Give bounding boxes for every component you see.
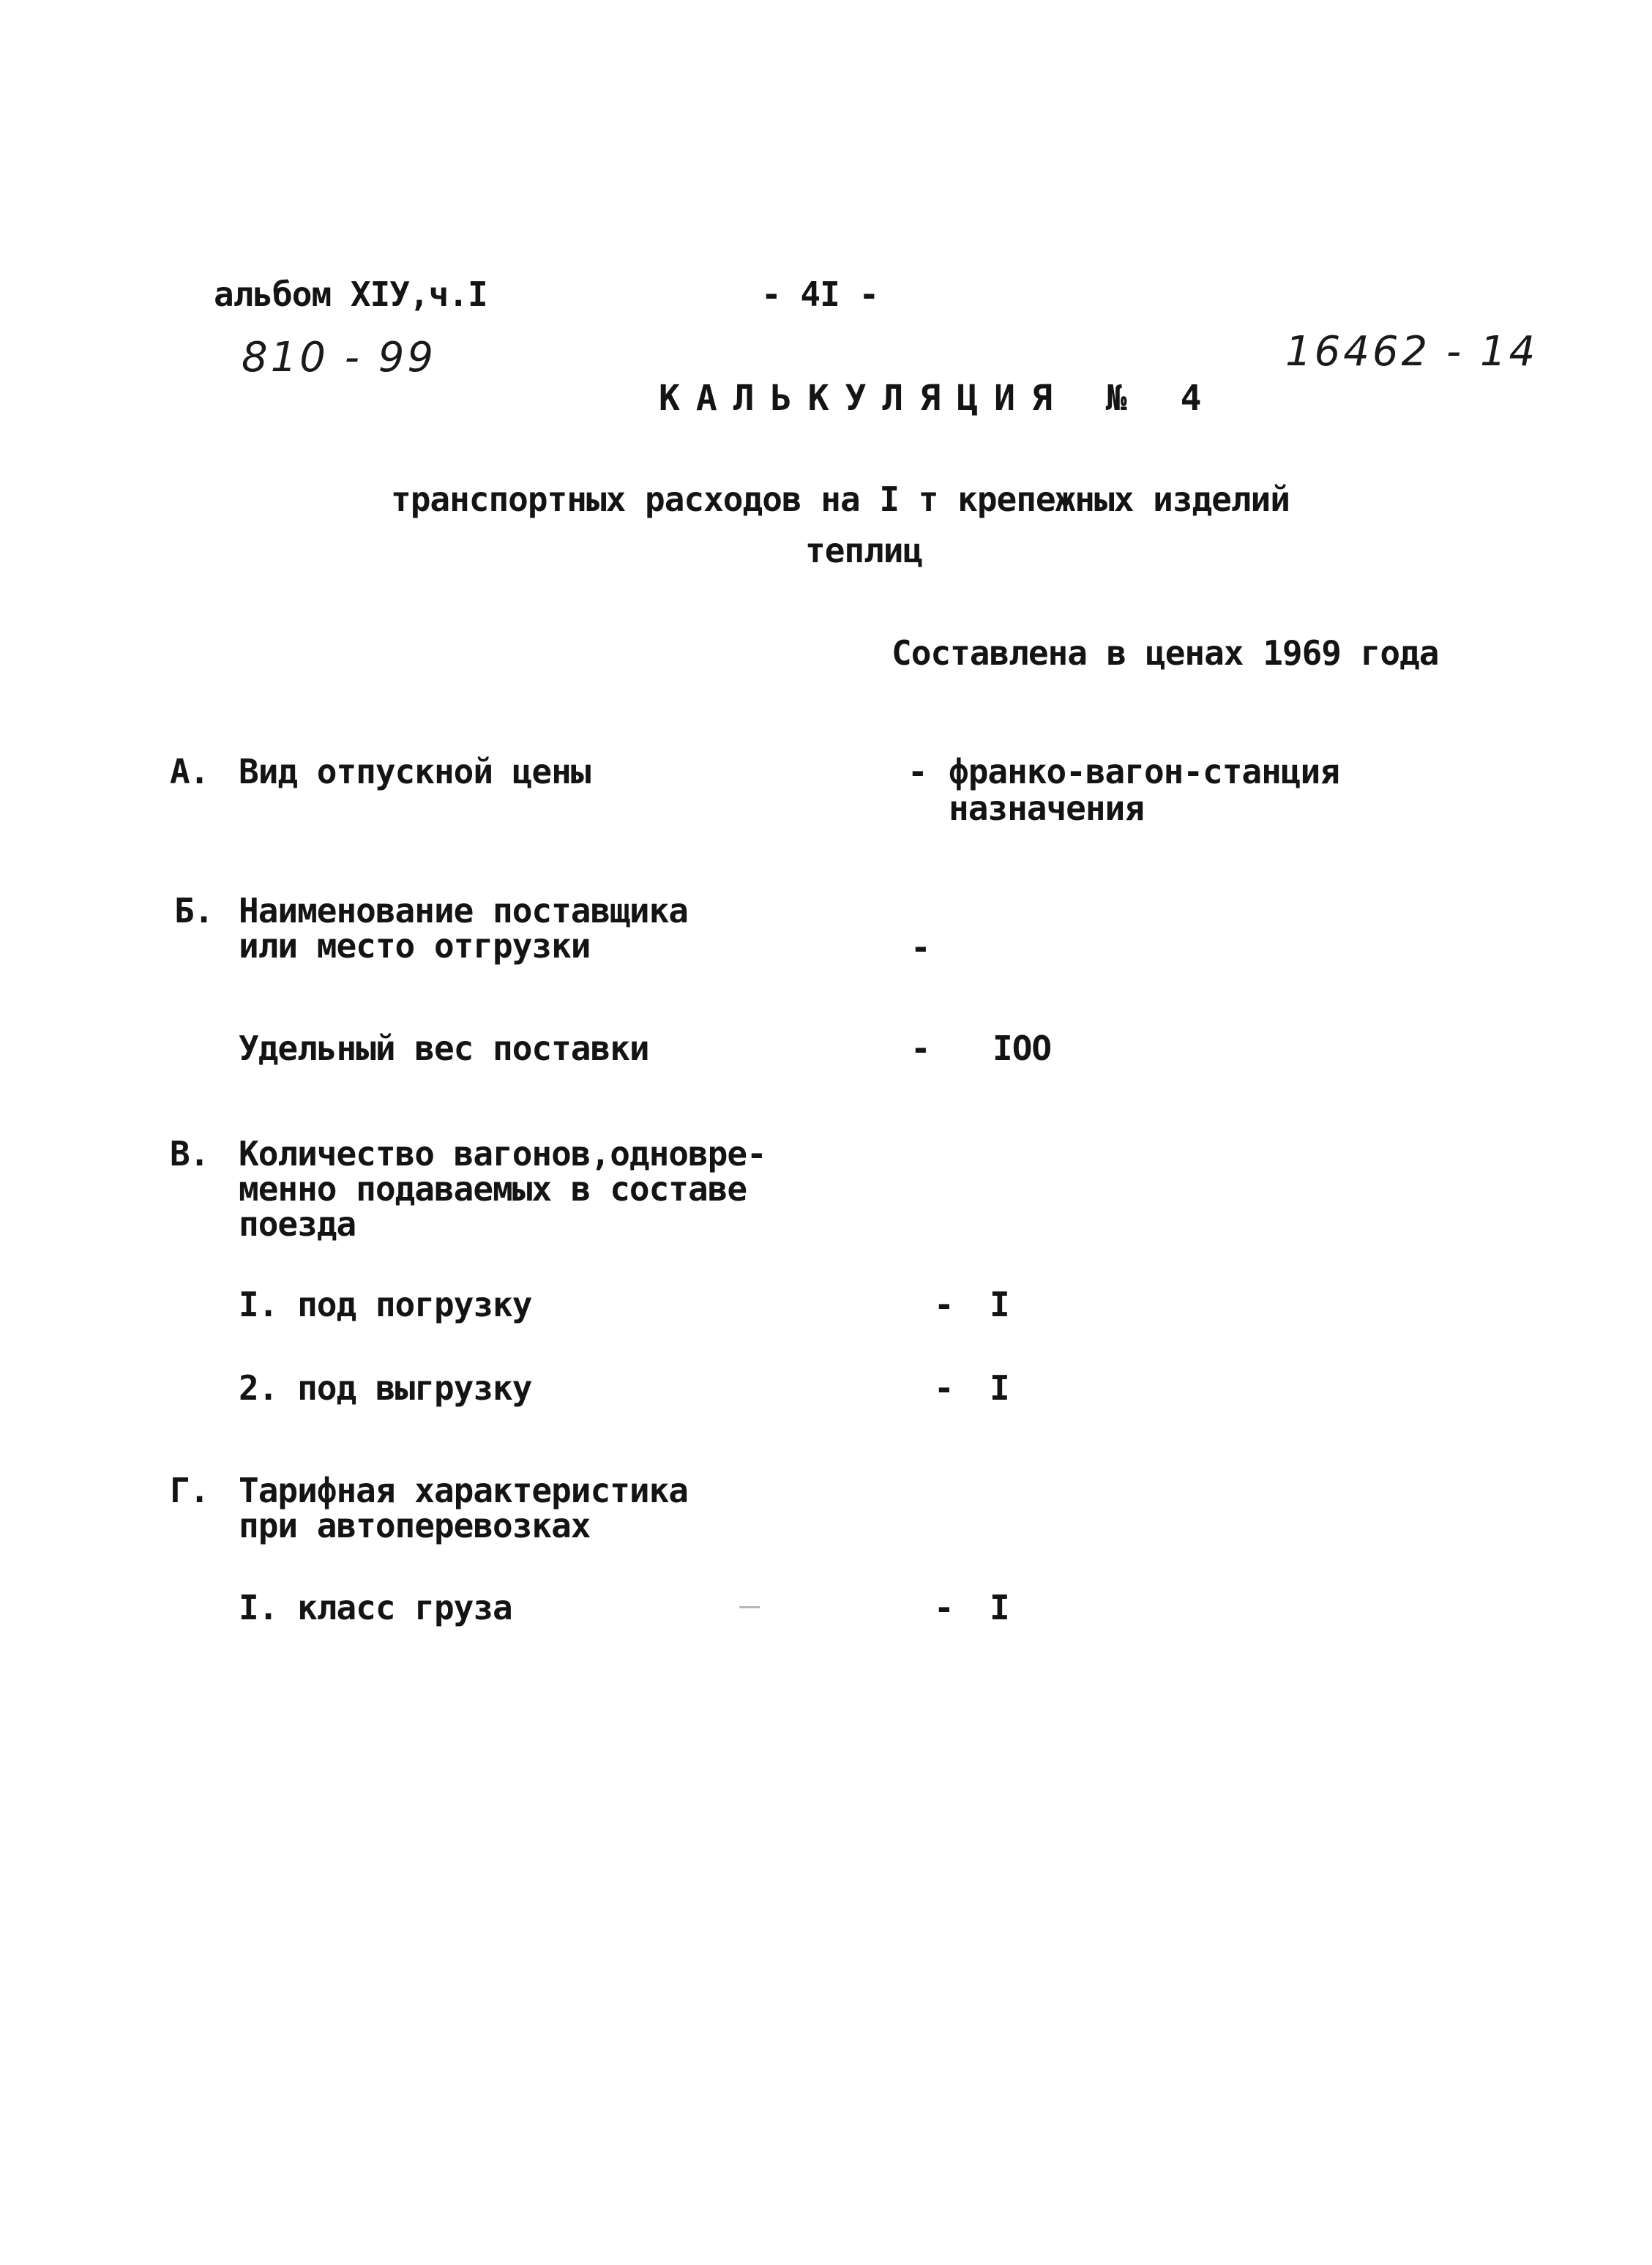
item-g-sub1-value: I [990, 1588, 1009, 1627]
item-b-letter: Б. [174, 891, 214, 930]
page-number: - 4I - [761, 275, 879, 314]
document-title: КАЛЬКУЛЯЦИЯ № 4 [659, 378, 1218, 419]
handwritten-note-right: 16462 - 14 [1285, 328, 1539, 376]
subtitle-line-2: теплиц [805, 531, 923, 570]
handwritten-note-left: 810 - 99 [242, 334, 436, 381]
album-reference: альбом XIУ,ч.I [214, 275, 487, 314]
item-g-label-line-2: при автоперевозках [239, 1506, 591, 1545]
item-v-label-line-1: Количество вагонов,одновре- [239, 1134, 766, 1173]
item-b-dash: - [911, 928, 930, 967]
item-v-sub1-value: I [990, 1285, 1009, 1324]
item-g-letter: Г. [170, 1471, 209, 1510]
item-b-label-line-2: или место отгрузки [239, 926, 591, 966]
subtitle-line-1: транспортных расходов на I т крепежных изделий [391, 480, 1290, 519]
item-a-value-line-2: назначения [949, 788, 1144, 828]
item-v-label-line-2: менно подаваемых в составе [239, 1169, 747, 1209]
item-v-sub1-label: I. под погрузку [239, 1285, 532, 1324]
prices-note: Составлена в ценах 1969 года [892, 633, 1439, 673]
item-g-label-line-1: Тарифная характеристика [239, 1471, 688, 1510]
item-v-label-line-3: поезда [239, 1204, 356, 1244]
item-a-dash: - [908, 752, 927, 791]
weight-value: IOO [993, 1029, 1052, 1068]
item-v-sub2-label: 2. под выгрузку [239, 1368, 532, 1408]
item-a-letter: А. [170, 752, 209, 791]
item-b-label-line-1: Наименование поставщика [239, 891, 688, 930]
scan-mark [739, 1606, 760, 1608]
item-v-sub2-value: I [990, 1368, 1009, 1408]
item-v-sub1-dash: - [934, 1285, 954, 1324]
item-a-value-line-1: франко-вагон-станция [949, 752, 1339, 791]
item-a-label: Вид отпускной цены [239, 752, 591, 791]
item-g-sub1-label: I. класс груза [239, 1588, 512, 1627]
weight-dash: - [911, 1029, 930, 1068]
item-v-letter: В. [170, 1134, 209, 1173]
weight-label: Удельный вес поставки [239, 1029, 649, 1068]
item-v-sub2-dash: - [934, 1368, 954, 1408]
item-g-sub1-dash: - [934, 1588, 954, 1627]
